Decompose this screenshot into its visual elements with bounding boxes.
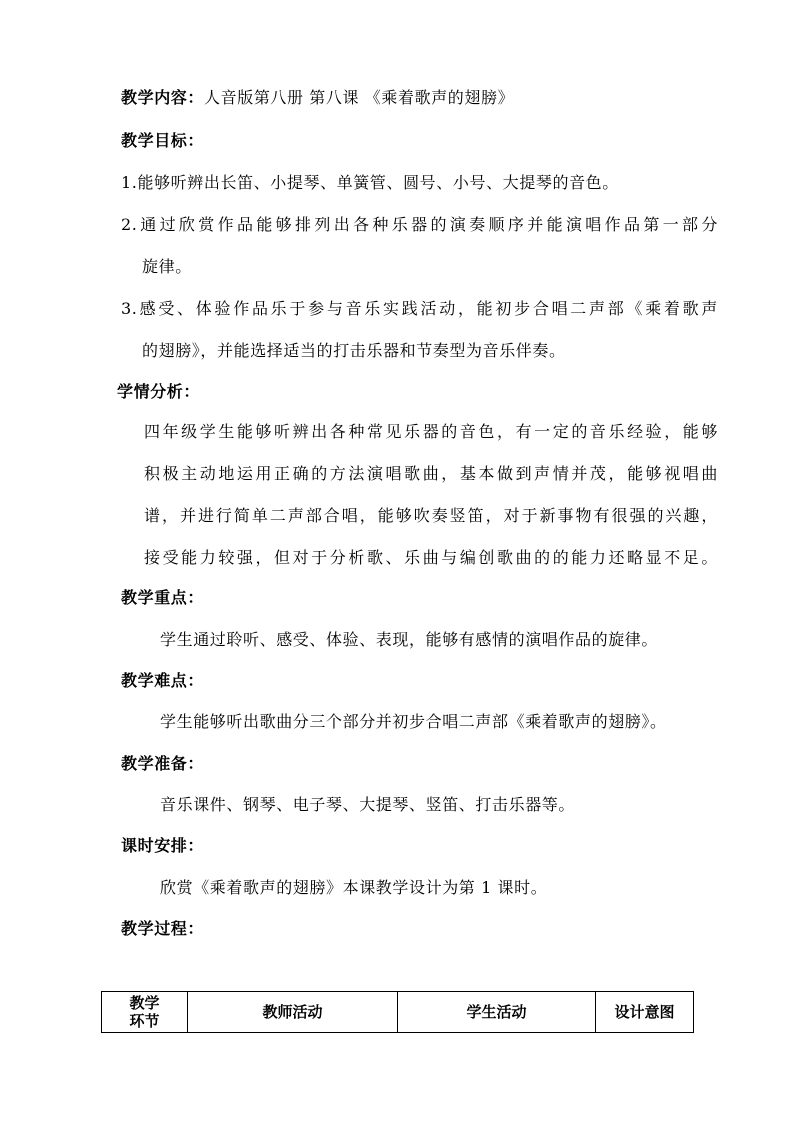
schedule-heading: 课时安排： bbox=[121, 836, 205, 855]
header-design-intent: 设计意图 bbox=[596, 992, 694, 1033]
process-heading: 教学过程： bbox=[121, 919, 205, 938]
header-stage-line1: 教学 bbox=[129, 994, 160, 1012]
content-value: 人音版第八册 第八课 《乘着歌声的翅膀》 bbox=[204, 88, 515, 107]
objective-line-3: 3.感受、体验作品乐于参与音乐实践活动，能初步合唱二声部《乘着歌声 bbox=[121, 299, 718, 318]
objectives-heading: 教学目标： bbox=[121, 131, 205, 150]
key-point-heading: 教学重点： bbox=[121, 588, 205, 607]
preparation-text: 音乐课件、钢琴、电子琴、大提琴、竖笛、打击乐器等。 bbox=[160, 795, 576, 814]
header-stage-line2: 环节 bbox=[129, 1012, 160, 1030]
analysis-heading: 学情分析： bbox=[117, 382, 201, 401]
analysis-line-4: 接受能力较强，但对于分析歌、乐曲与编创歌曲的的能力还略显不足。 bbox=[144, 548, 718, 567]
objective-line-1: 1.能够听辨出长笛、小提琴、单簧管、圆号、小号、大提琴的音色。 bbox=[121, 173, 619, 192]
header-student-activity: 学生活动 bbox=[398, 992, 596, 1033]
content-row bbox=[121, 87, 514, 109]
objective-line-3-cont: 的翅膀》，并能选择适当的打击乐器和节奏型为音乐伴奏。 bbox=[142, 341, 566, 360]
header-teacher-activity: 教师活动 bbox=[188, 992, 398, 1033]
difficulty-text: 学生能够听出歌曲分三个部分并初步合唱二声部《乘着歌声的翅膀》。 bbox=[160, 712, 667, 731]
analysis-line-2: 积极主动地运用正确的方法演唱歌曲，基本做到声情并茂，能够视唱曲 bbox=[144, 464, 718, 483]
content-label: 教学内容： bbox=[121, 88, 205, 107]
header-stage bbox=[102, 992, 188, 1033]
key-point-text: 学生通过聆听、感受、体验、表现，能够有感情的演唱作品的旋律。 bbox=[160, 630, 659, 649]
difficulty-heading: 教学难点： bbox=[121, 671, 205, 690]
objective-line-2: 2.通过欣赏作品能够排列出各种乐器的演奏顺序并能演唱作品第一部分 bbox=[121, 215, 718, 234]
schedule-text: 欣赏《乘着歌声的翅膀》本课教学设计为第 1 课时。 bbox=[160, 878, 548, 897]
preparation-heading: 教学准备： bbox=[121, 754, 205, 773]
process-table-header-row bbox=[102, 992, 694, 1033]
objective-line-2-cont: 旋律。 bbox=[142, 257, 192, 276]
analysis-line-1: 四年级学生能够听辨出各种常见乐器的音色，有一定的音乐经验，能够 bbox=[144, 422, 718, 441]
process-table bbox=[101, 991, 694, 1033]
analysis-line-3: 谱，并进行简单二声部合唱，能够吹奏竖笛，对于新事物有很强的兴趣， bbox=[144, 506, 718, 525]
